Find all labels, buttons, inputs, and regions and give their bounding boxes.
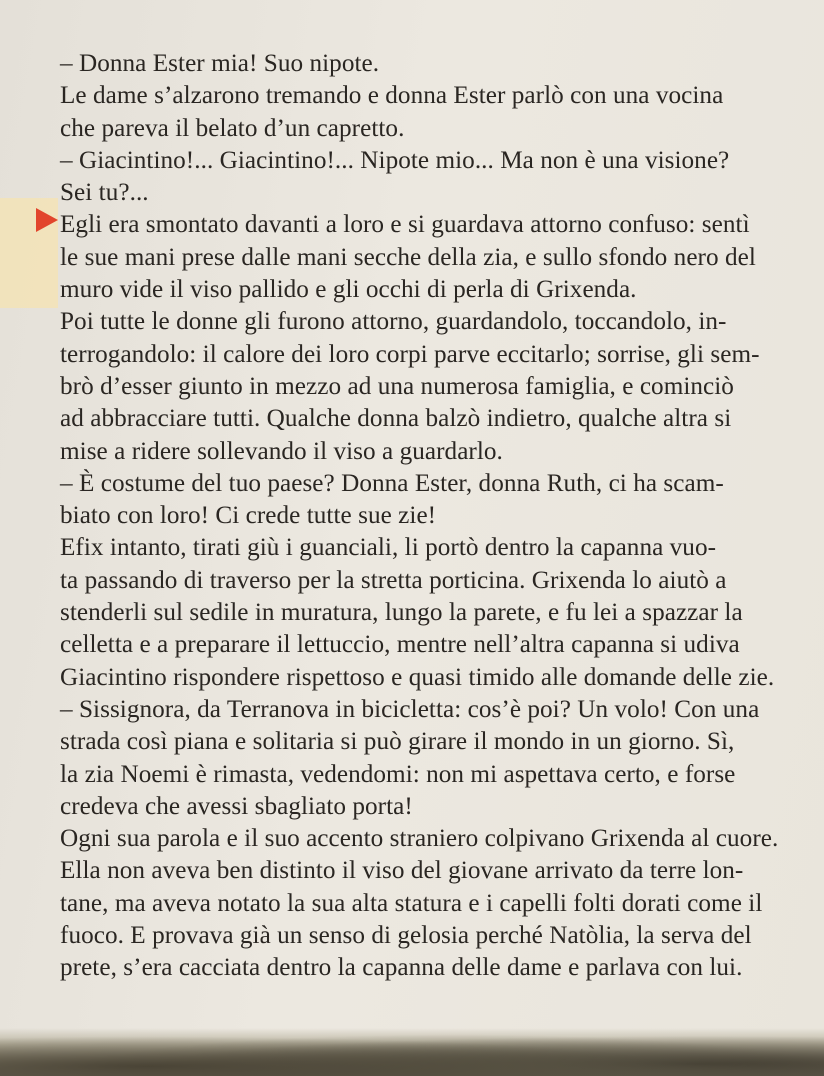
text-line: la zia Noemi è rimasta, vedendomi: non mi aspettava certo, e forse — [60, 760, 736, 788]
text-line: credeva che avessi sbagliato porta! — [60, 792, 413, 820]
text-line: – È costume del tuo paese? Donna Ester, donna Ruth, ci ha scam- — [60, 469, 724, 497]
text-line: che pareva il belato d’un capretto. — [60, 114, 405, 142]
text-line: Giacintino rispondere rispettoso e quasi timido alle domande delle zie. — [60, 663, 775, 691]
bottom-illustration-strip — [0, 1028, 824, 1076]
text-line: ta passando di traverso per la stretta porticina. Grixenda lo aiutò a — [60, 566, 727, 594]
text-line: muro vide il viso pallido e gli occhi di perla di Grixenda. — [60, 276, 637, 304]
body-text — [60, 48, 802, 985]
text-line: Sei tu?... — [60, 179, 149, 207]
text-line: tane, ma aveva notato la sua alta statura e i capelli folti dorati come il — [60, 889, 763, 917]
text-line: Egli era smontato davanti a loro e si guardava attorno confuso: sentì — [60, 211, 750, 239]
text-line: stenderli sul sedile in muratura, lungo la parete, e fu lei a spazzar la — [60, 599, 743, 627]
text-line: Ella non aveva ben distinto il viso del giovane arrivato da terre lon- — [60, 857, 744, 885]
text-line: Efix intanto, tirati giù i guanciali, li portò dentro la capanna vuo- — [60, 534, 717, 562]
text-line: celletta e a preparare il lettuccio, mentre nell’altra capanna si udiva — [60, 631, 740, 659]
text-line: – Donna Ester mia! Suo nipote. — [60, 50, 380, 77]
text-line: Poi tutte le donne gli furono attorno, guardandolo, toccandolo, in- — [60, 308, 727, 336]
text-line: prete, s’era cacciata dentro la capanna delle dame e parlava con lui. — [60, 954, 743, 982]
text-line: mise a ridere sollevando il viso a guardarlo. — [60, 437, 503, 465]
text-line: brò d’esser giunto in mezzo ad una numerosa famiglia, e cominciò — [60, 372, 734, 400]
text-line: Ogni sua parola e il suo accento straniero colpivano Grixenda al cuore. — [60, 825, 779, 853]
text-line: le sue mani prese dalle mani secche della zia, e sullo sfondo nero del — [60, 243, 756, 271]
text-line: Le dame s’alzarono tremando e donna Ester parlò con una vocina — [60, 82, 724, 110]
text-line: strada così piana e solitaria si può girare il mondo in un giorno. Sì, — [60, 728, 735, 756]
text-line: terrogandolo: il calore dei loro corpi parve eccitarlo; sorrise, gli sem- — [60, 340, 760, 368]
text-line: – Sissignora, da Terranova in bicicletta: cos’è poi? Un volo! Con una — [60, 695, 760, 723]
text-line: – Giacintino!... Giacintino!... Nipote mio... Ma non è una visione? — [60, 146, 730, 174]
text-line: ad abbracciare tutti. Qualche donna balzò indietro, qualche altra si — [60, 405, 732, 433]
text-line: fuoco. E provava già un senso di gelosia perché Natòlia, la serva del — [60, 922, 752, 950]
text-line: biato con loro! Ci crede tutte sue zie! — [60, 502, 437, 530]
red-arrow-marker-icon — [36, 208, 58, 232]
